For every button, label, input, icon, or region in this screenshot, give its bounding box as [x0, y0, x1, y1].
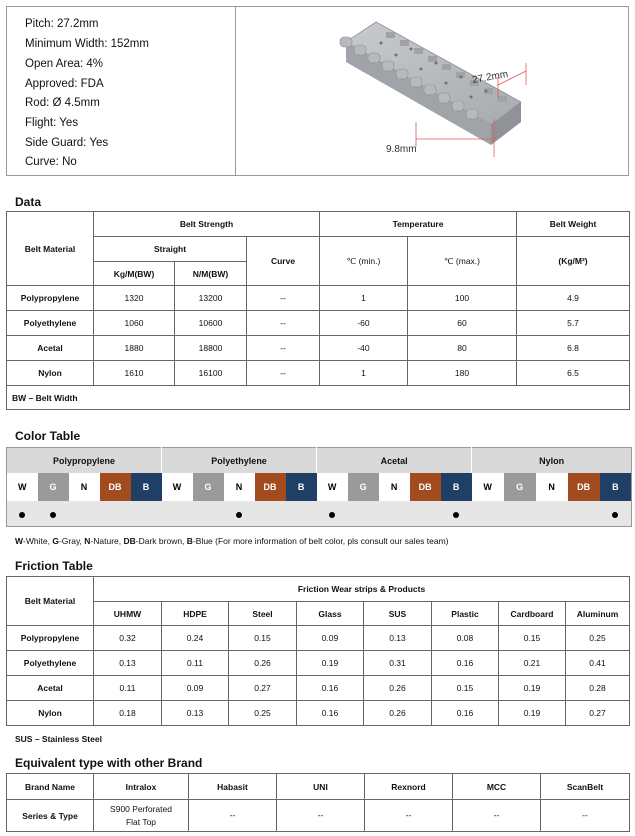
cell: 0.25	[229, 701, 297, 726]
cell: 0.08	[432, 626, 499, 651]
color-availability-cell	[224, 501, 255, 527]
color-availability-cell	[162, 501, 193, 527]
color-swatch-w: W	[317, 473, 348, 501]
cell: 0.27	[566, 701, 630, 726]
color-swatch-g: G	[38, 473, 69, 501]
belt-module-illustration	[236, 7, 628, 175]
th-kgm: Kg/M(BW)	[94, 262, 175, 286]
row-material: Acetal	[7, 676, 94, 701]
cell: 0.31	[364, 651, 432, 676]
color-swatch-w: W	[7, 473, 38, 501]
color-swatch-db: DB	[568, 473, 600, 501]
cell: --	[247, 286, 320, 311]
legend-text: -Gray,	[58, 536, 85, 546]
cell: 1880	[94, 336, 175, 361]
cell: 1610	[94, 361, 175, 386]
color-swatch-db: DB	[100, 473, 131, 501]
cell: 0.13	[364, 626, 432, 651]
friction-title: Friction Table	[15, 559, 93, 573]
th-friction-group: Friction Wear strips & Products	[94, 577, 630, 602]
cell: 0.18	[94, 701, 162, 726]
cell: -40	[320, 336, 408, 361]
th-friction-col: Steel	[229, 602, 297, 626]
friction-footnote: SUS – Stainless Steel	[15, 734, 102, 744]
row-material: Nylon	[7, 701, 94, 726]
legend-code: N	[84, 536, 91, 546]
spec-rod: Rod: Ø 4.5mm	[25, 97, 100, 109]
color-title: Color Table	[15, 429, 81, 443]
th-temperature: Temperature	[320, 212, 517, 237]
cell: 0.11	[162, 651, 229, 676]
cell: 0.19	[499, 676, 566, 701]
th-friction-col: Aluminum	[566, 602, 630, 626]
legend-text: -Dark brown,	[135, 536, 187, 546]
cell: 0.24	[162, 626, 229, 651]
available-dot-icon	[453, 512, 459, 518]
cell: 1	[320, 286, 408, 311]
color-availability-cell	[600, 501, 632, 527]
row-material: Polyethylene	[7, 311, 94, 336]
th-curve: Curve	[247, 237, 320, 286]
available-dot-icon	[236, 512, 242, 518]
cell: 0.26	[364, 701, 432, 726]
legend-text: -Nature,	[90, 536, 124, 546]
spec-box	[6, 6, 629, 176]
table-row	[7, 676, 630, 701]
cell: --	[453, 800, 541, 832]
cell: 4.9	[517, 286, 630, 311]
th-weight: Belt Weight	[517, 212, 630, 237]
cell: 1060	[94, 311, 175, 336]
cell: 0.19	[499, 701, 566, 726]
color-availability-cell	[38, 501, 69, 527]
color-codes-row	[7, 473, 632, 501]
cell: 0.09	[162, 676, 229, 701]
color-swatch-g: G	[348, 473, 379, 501]
color-availability-cell	[193, 501, 224, 527]
cell: 0.41	[566, 651, 630, 676]
friction-table	[6, 576, 630, 726]
cell: 0.13	[94, 651, 162, 676]
cell: --	[247, 311, 320, 336]
cell: 10600	[175, 311, 247, 336]
color-availability-cell	[504, 501, 536, 527]
cell: 0.09	[297, 626, 364, 651]
color-swatch-n: N	[69, 473, 100, 501]
th-friction-col: Glass	[297, 602, 364, 626]
spec-pitch: Pitch: 27.2mm	[25, 18, 99, 30]
dim-height-label: 9.8mm	[386, 144, 417, 155]
color-availability-cell	[348, 501, 379, 527]
color-swatch-w: W	[162, 473, 193, 501]
th-weight-unit: (Kg/M²)	[517, 237, 630, 286]
color-swatch-n: N	[379, 473, 410, 501]
cell: --	[189, 800, 277, 832]
color-availability-cell	[7, 501, 38, 527]
th-friction-material: Belt Material	[7, 577, 94, 626]
th-brand: Habasit	[189, 774, 277, 800]
data-footnote: BW – Belt Width	[7, 386, 630, 410]
color-table	[6, 447, 632, 527]
color-availability-cell	[286, 501, 317, 527]
cell: 0.26	[364, 676, 432, 701]
color-availability-row	[7, 501, 632, 527]
dim-pitch-label: 27.2mm	[471, 68, 509, 86]
table-row	[7, 361, 630, 386]
cell: --	[247, 336, 320, 361]
color-swatch-db: DB	[410, 473, 441, 501]
available-dot-icon	[612, 512, 618, 518]
cell: 0.21	[499, 651, 566, 676]
th-friction-col: Plastic	[432, 602, 499, 626]
cell: 0.25	[566, 626, 630, 651]
cell: 0.15	[229, 626, 297, 651]
row-series-type: Series & Type	[7, 800, 94, 832]
cell: --	[541, 800, 630, 832]
cell: 0.16	[297, 676, 364, 701]
color-availability-cell	[441, 501, 472, 527]
th-friction-col: UHMW	[94, 602, 162, 626]
th-strength: Belt Strength	[94, 212, 320, 237]
color-swatch-b: B	[600, 473, 632, 501]
table-row	[7, 651, 630, 676]
table-row	[7, 701, 630, 726]
legend-text: -White,	[23, 536, 53, 546]
color-availability-cell	[69, 501, 100, 527]
cell: 0.15	[432, 676, 499, 701]
equiv-title: Equivalent type with other Brand	[15, 756, 203, 770]
th-tmin: ℃ (min.)	[320, 237, 408, 286]
cell: 13200	[175, 286, 247, 311]
available-dot-icon	[50, 512, 56, 518]
th-brand: ScanBelt	[541, 774, 630, 800]
row-material: Polypropylene	[7, 626, 94, 651]
cell: 6.8	[517, 336, 630, 361]
color-availability-cell	[317, 501, 348, 527]
color-swatch-n: N	[536, 473, 568, 501]
color-availability-cell	[536, 501, 568, 527]
cell: 80	[408, 336, 517, 361]
legend-code: W	[15, 536, 24, 546]
cell: 6.5	[517, 361, 630, 386]
belt-image	[236, 7, 628, 175]
cell: --	[277, 800, 365, 832]
color-swatch-n: N	[224, 473, 255, 501]
th-friction-col: Cardboard	[499, 602, 566, 626]
th-brand: Intralox	[94, 774, 189, 800]
color-group-acetal: Acetal	[317, 448, 472, 474]
cell: -60	[320, 311, 408, 336]
spec-approved: Approved: FDA	[25, 78, 104, 90]
row-material: Acetal	[7, 336, 94, 361]
cell: 0.16	[432, 651, 499, 676]
th-straight: Straight	[94, 237, 247, 262]
legend-text: -Blue (For more information of belt color, pls consult our sales team)	[192, 536, 449, 546]
cell: 180	[408, 361, 517, 386]
color-availability-cell	[131, 501, 162, 527]
cell: 0.28	[566, 676, 630, 701]
color-swatch-b: B	[441, 473, 472, 501]
table-row	[7, 336, 630, 361]
th-brand: UNI	[277, 774, 365, 800]
color-group-polypropylene: Polypropylene	[7, 448, 162, 474]
th-brand-name: Brand Name	[7, 774, 94, 800]
th-brand: Rexnord	[365, 774, 453, 800]
equiv-row	[7, 800, 630, 832]
spec-side-guard: Side Guard: Yes	[25, 137, 109, 149]
spec-open-area: Open Area: 4%	[25, 58, 103, 70]
row-material: Nylon	[7, 361, 94, 386]
table-row	[7, 286, 630, 311]
color-swatch-b: B	[286, 473, 317, 501]
color-availability-cell	[379, 501, 410, 527]
legend-code: G	[52, 536, 59, 546]
cell: 100	[408, 286, 517, 311]
color-availability-cell	[255, 501, 286, 527]
color-availability-cell	[472, 501, 504, 527]
spec-min-width: Minimum Width: 152mm	[25, 38, 149, 50]
color-group-polyethylene: Polyethylene	[162, 448, 317, 474]
cell: 0.16	[297, 701, 364, 726]
cell: 60	[408, 311, 517, 336]
color-availability-cell	[410, 501, 441, 527]
cell: S900 Perforated Flat Top	[94, 800, 189, 832]
cell: 0.32	[94, 626, 162, 651]
th-brand: MCC	[453, 774, 541, 800]
available-dot-icon	[329, 512, 335, 518]
cell: 0.16	[432, 701, 499, 726]
cell: 0.13	[162, 701, 229, 726]
color-swatch-g: G	[504, 473, 536, 501]
cell: 0.15	[499, 626, 566, 651]
cell: 0.11	[94, 676, 162, 701]
row-material: Polypropylene	[7, 286, 94, 311]
equiv-header-row	[7, 774, 630, 800]
color-group-nylon: Nylon	[472, 448, 632, 474]
cell: 16100	[175, 361, 247, 386]
color-swatch-b: B	[131, 473, 162, 501]
equiv-table	[6, 773, 630, 832]
cell: 5.7	[517, 311, 630, 336]
color-legend	[15, 536, 449, 546]
data-title: Data	[15, 195, 42, 209]
cell: --	[365, 800, 453, 832]
color-availability-cell	[100, 501, 131, 527]
spec-curve: Curve: No	[25, 156, 77, 168]
th-material: Belt Material	[7, 212, 94, 286]
friction-columns	[7, 602, 630, 626]
th-friction-col: HDPE	[162, 602, 229, 626]
cell: 18800	[175, 336, 247, 361]
cell: 0.27	[229, 676, 297, 701]
color-availability-cell	[568, 501, 600, 527]
color-swatch-g: G	[193, 473, 224, 501]
spec-list	[7, 7, 236, 175]
cell: 1	[320, 361, 408, 386]
th-tmax: ℃ (max.)	[408, 237, 517, 286]
available-dot-icon	[19, 512, 25, 518]
cell: 1320	[94, 286, 175, 311]
spec-flight: Flight: Yes	[25, 117, 79, 129]
legend-code: DB	[123, 536, 136, 546]
th-friction-col: SUS	[364, 602, 432, 626]
cell: 0.26	[229, 651, 297, 676]
cell: --	[247, 361, 320, 386]
row-material: Polyethylene	[7, 651, 94, 676]
table-row	[7, 626, 630, 651]
cell: 0.19	[297, 651, 364, 676]
color-swatch-db: DB	[255, 473, 286, 501]
data-table	[6, 211, 630, 410]
legend-code: B	[186, 536, 193, 546]
th-nm: N/M(BW)	[175, 262, 247, 286]
table-row	[7, 311, 630, 336]
color-swatch-w: W	[472, 473, 504, 501]
